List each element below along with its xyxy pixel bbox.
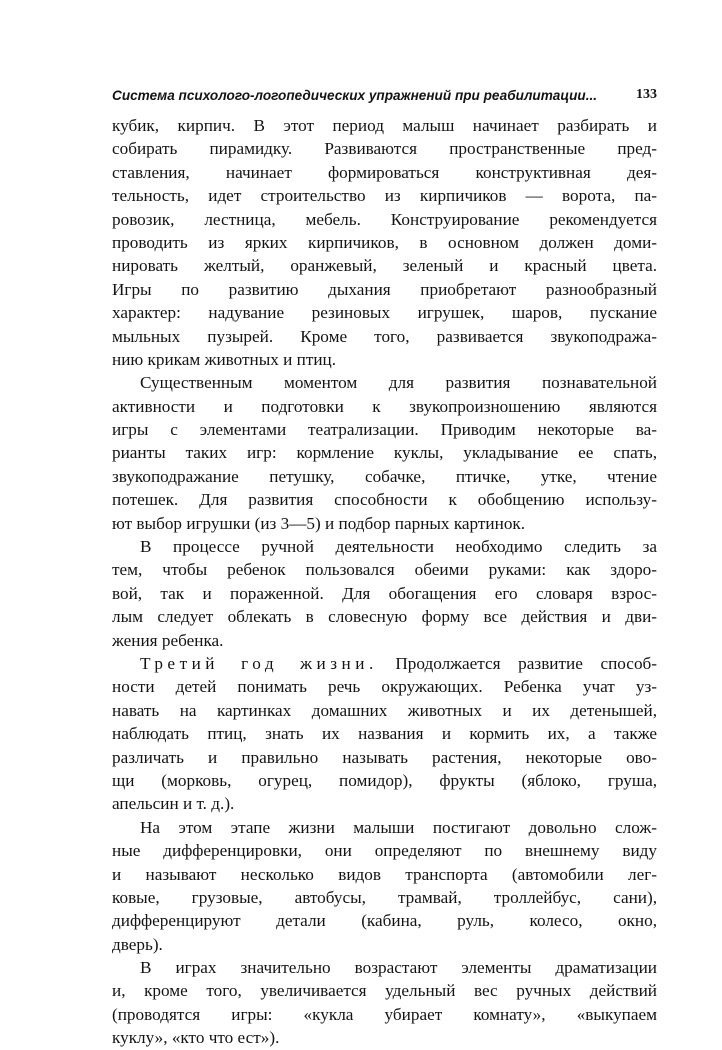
text-line: ковые, грузовые, автобусы, трамвай, троллейбус, сани), bbox=[112, 887, 657, 907]
text-line: навать на картинках домашних животных и их детенышей, bbox=[112, 700, 657, 720]
text-line: нию крикам животных и птиц. bbox=[112, 349, 337, 369]
text-line: дверь). bbox=[112, 934, 163, 954]
text-line: наблюдать птиц, знать их названия и кормить их, а также bbox=[112, 724, 657, 744]
text-line: собирать пирамидку. Развиваются пространственные пред- bbox=[112, 139, 657, 159]
text-line: ровозик, лестница, мебель. Конструирование рекомендуется bbox=[112, 209, 657, 229]
text-line: звукоподражание петушку, собачке, птичке, утке, чтение bbox=[112, 466, 657, 486]
text-line: характер: надувание резиновых игрушек, шаров, пускание bbox=[112, 303, 657, 323]
text-line: жения ребенка. bbox=[112, 630, 224, 650]
text-line: тельность, идет строительство из кирпичиков — ворота, па- bbox=[112, 186, 657, 206]
text-line: вой, так и пораженной. Для обогащения его словаря взрос- bbox=[112, 583, 657, 603]
text-line: апельсин и т. д.). bbox=[112, 794, 235, 814]
text-fragment: Продолжается развитие способ- bbox=[395, 653, 658, 673]
text-line: активности и подготовки к звукопроизношению являются bbox=[112, 396, 657, 416]
text-line: На этом этапе жизни малыши постигают довольно слож- bbox=[140, 817, 657, 837]
text-line: В процессе ручной деятельности необходимо следить за bbox=[140, 537, 657, 557]
text-line: игры с элементами театрализации. Приводим некоторые ва- bbox=[112, 420, 657, 440]
text-line: и называют несколько видов транспорта (автомобили лег- bbox=[112, 864, 657, 884]
text-line: потешек. Для развития способности к обобщению использу- bbox=[112, 490, 657, 510]
running-header bbox=[112, 83, 657, 107]
text-line: В играх значительно возрастают элементы драматизации bbox=[140, 958, 657, 978]
text-line: (проводятся игры: «кукла убирает комнату», «выкупаем bbox=[112, 1004, 657, 1024]
text-line: и, кроме того, увеличивается удельный вес ручных действий bbox=[112, 981, 657, 1001]
text-line: лым следует облекать в словесную форму все действия и дви- bbox=[112, 607, 657, 627]
text-line: кубик, кирпич. В этот период малыш начинает разбирать и bbox=[112, 116, 657, 135]
text-line: куклу», «кто что ест»). bbox=[112, 1028, 280, 1048]
text-line: дифференцируют детали (кабина, руль, колесо, окно, bbox=[112, 911, 657, 931]
text-line: мыльных пузырей. Кроме того, развивается звукоподража- bbox=[112, 326, 657, 346]
text-line: нировать желтый, оранжевый, зеленый и красный цвета. bbox=[112, 256, 657, 276]
text-line: Игры по развитию дыхания приобретают разнообразный bbox=[112, 279, 657, 299]
text-line: ности детей понимать речь окружающих. Ребенка учат уз- bbox=[112, 677, 657, 697]
section-heading-spaced: Третий год жизни. bbox=[140, 653, 378, 673]
page-number: 133 bbox=[636, 87, 657, 102]
text-line: Существенным моментом для развития познавательной bbox=[140, 373, 657, 393]
text-line: тем, чтобы ребенок пользовался обеими руками: как здоро- bbox=[112, 560, 657, 580]
page-body bbox=[112, 114, 657, 1050]
text-line: щи (морковь, огурец, помидор), фрукты (яблоко, груша, bbox=[112, 770, 657, 790]
text-line: проводить из ярких кирпичиков, в основном должен доми- bbox=[112, 232, 657, 252]
text-line: ют выбор игрушки (из 3—5) и подбор парных картинок. bbox=[112, 513, 526, 533]
text-line: ставления, начинает формироваться конструктивная дея- bbox=[112, 162, 657, 182]
text-line bbox=[112, 652, 657, 675]
text-line: ные дифференцировки, они определяют по внешнему виду bbox=[112, 841, 657, 861]
text-line: различать и правильно называть растения, некоторые ово- bbox=[112, 747, 657, 767]
running-title: Система психолого-логопедических упражнений при реабилитации... bbox=[112, 87, 598, 103]
text-line: рианты таких игр: кормление куклы, укладывание ее спать, bbox=[112, 443, 657, 463]
